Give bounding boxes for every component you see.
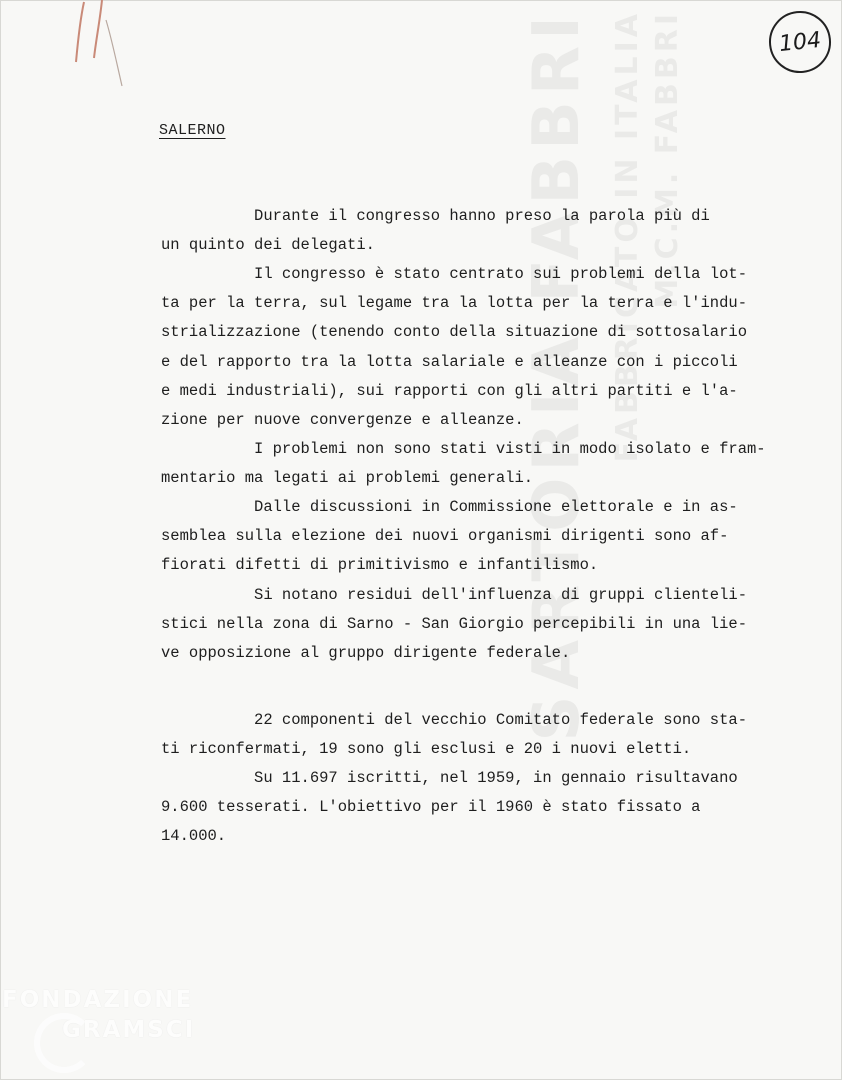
text-line: e medi industriali), sui rapporti con gli altri partiti e l'a- <box>161 381 738 400</box>
text-line: strializzazione (tenendo conto della situazione di sottosalario <box>161 323 747 342</box>
paragraph-7 <box>161 764 801 852</box>
paragraph-5 <box>161 581 801 669</box>
logo-line-1: FONDAZIONE <box>2 987 194 1013</box>
watermark-line-2: FABBRICATO IN ITALIA <box>610 10 645 463</box>
logo-line-2: GRAMSCI <box>62 1017 196 1043</box>
text-line: stici nella zona di Sarno - San Giorgio percepibili in una lie- <box>161 615 747 634</box>
text-line: ti riconfermati, 19 sono gli esclusi e 20 i nuovi eletti. <box>161 740 692 759</box>
paragraph-2 <box>161 260 801 435</box>
watermark-line-3: M.C.M. FABBRI <box>650 10 685 309</box>
text-line: Su 11.697 iscritti, nel 1959, in gennaio risultavano <box>161 769 738 787</box>
text-line: 9.600 tesserati. L'obiettivo per il 1960 è stato fissato a <box>161 798 701 817</box>
text-line: Durante il congresso hanno preso la parola più di <box>161 207 710 225</box>
text-line: mentario ma legati ai problemi generali. <box>161 469 534 488</box>
text-line: e del rapporto tra la lotta salariale e alleanze con i piccoli <box>161 352 738 371</box>
watermark-line-1: SARTORIA FABBRI <box>520 10 594 742</box>
page-number-stamp: 104 <box>766 8 834 76</box>
text-line: ta per la terra, sul legame tra la lotta per la terra e l'indu- <box>161 294 747 313</box>
text-line: fiorati difetti di primitivismo e infantilismo. <box>161 556 599 575</box>
text-line: Dalle discussioni in Commissione elettorale e in as- <box>161 498 738 516</box>
paragraph-6 <box>161 706 801 764</box>
paragraph-1 <box>161 202 801 260</box>
paragraph-4 <box>161 493 801 581</box>
gramsci-g-icon <box>34 1013 94 1073</box>
text-line: Il congresso è stato centrato sui problemi della lot- <box>161 265 747 283</box>
fondazione-gramsci-logo <box>2 985 195 1045</box>
pencil-marks-icon <box>70 0 140 90</box>
paragraph-3 <box>161 435 801 493</box>
document-title: SALERNO <box>159 122 226 139</box>
text-line: Si notano residui dell'influenza di gruppi clienteli- <box>161 586 747 604</box>
text-line: I problemi non sono stati visti in modo isolato e fram- <box>161 440 766 458</box>
text-line: ve opposizione al gruppo dirigente federale. <box>161 644 571 663</box>
text-line: 14.000. <box>161 827 227 846</box>
text-line: semblea sulla elezione dei nuovi organismi dirigenti sono af- <box>161 527 729 546</box>
text-line: zione per nuove convergenze e alleanze. <box>161 411 524 430</box>
text-line: un quinto dei delegati. <box>161 236 375 255</box>
text-line: 22 componenti del vecchio Comitato federale sono sta- <box>161 711 747 729</box>
